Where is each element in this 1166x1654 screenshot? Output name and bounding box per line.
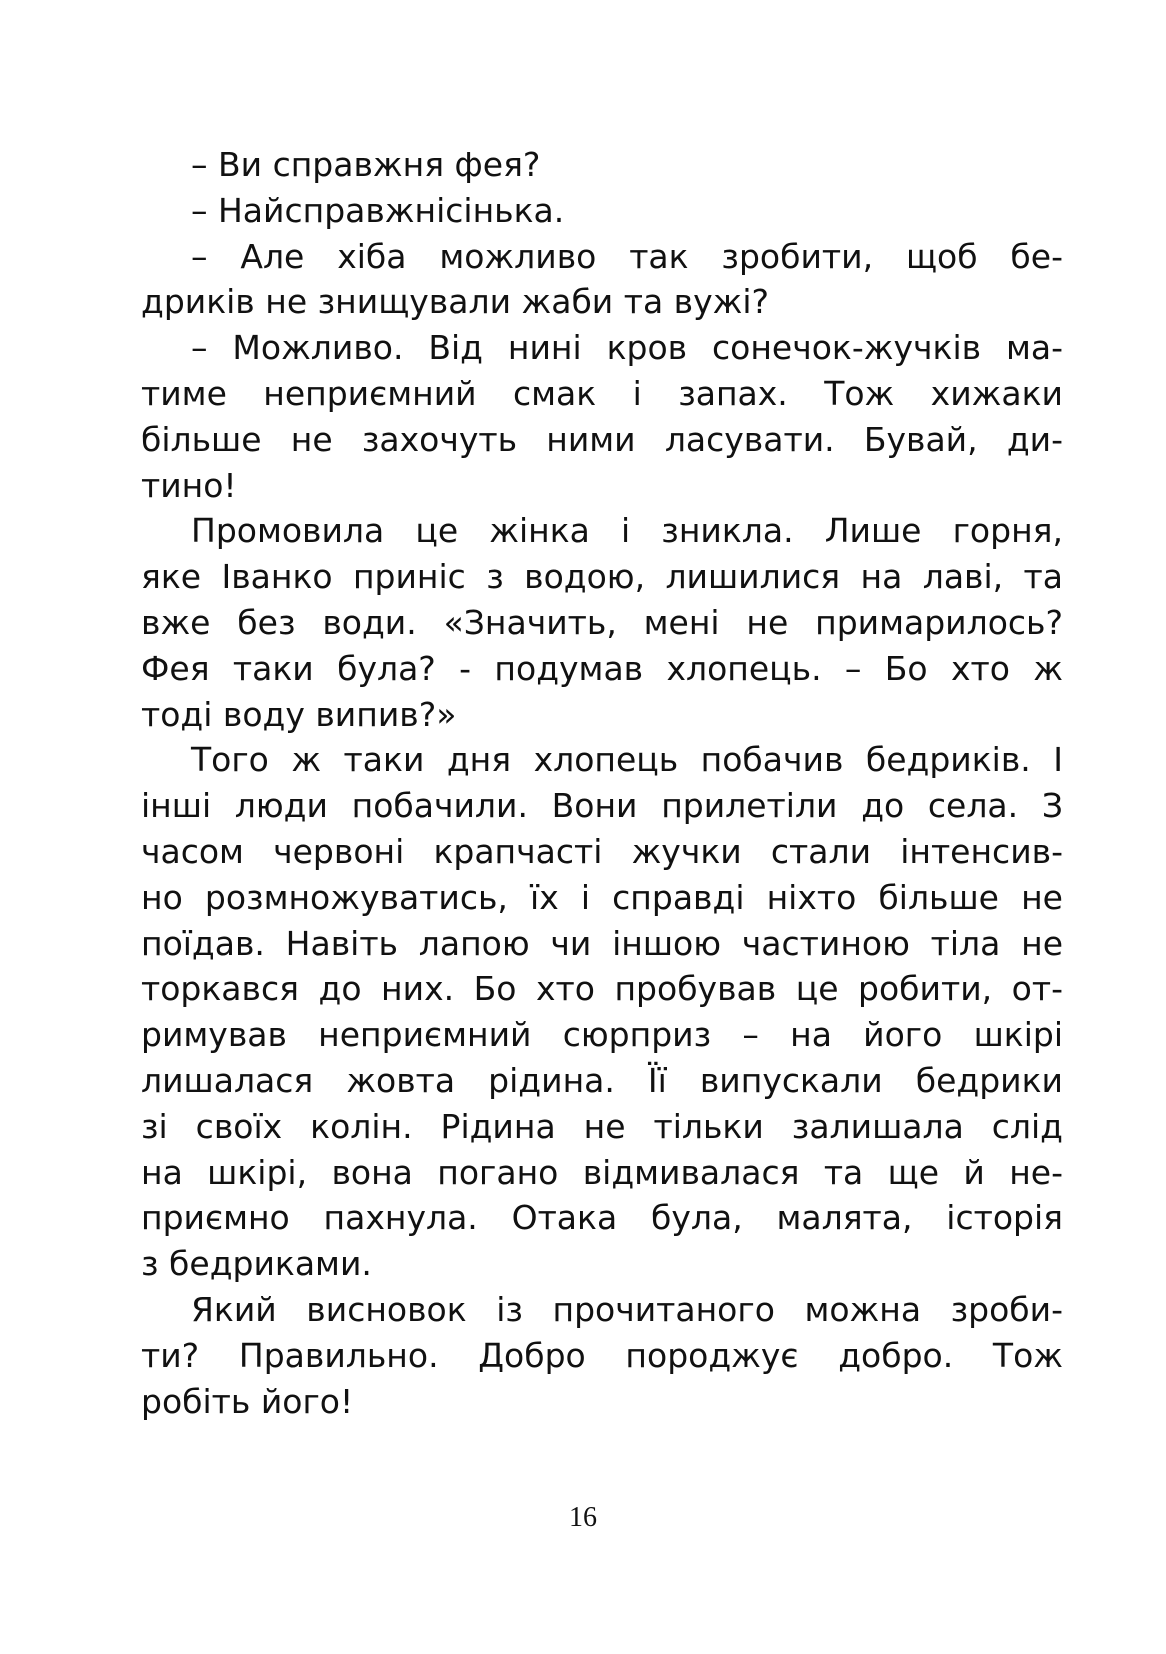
text-line: інші люди побачили. Вони прилетіли до села. З — [141, 786, 1063, 826]
text-line: – Але хіба можливо так зробити, щоб бе- — [191, 236, 1063, 276]
text-line: більше не захочуть ними ласувати. Бувай, ди- — [141, 419, 1063, 459]
text-line: торкався до них. Бо хто пробував це робити, от- — [141, 969, 1063, 1009]
text-line: приємно пахнула. Отака була, малята, історія — [141, 1198, 1063, 1238]
text-line: но розмножуватись, їх і справді ніхто більше не — [141, 877, 1063, 917]
text-line: дриків не знищували жаби та вужі? — [141, 282, 770, 322]
story-text — [141, 142, 1063, 1424]
page-number: 16 — [569, 1502, 597, 1533]
text-line: тоді воду випив?» — [141, 694, 457, 734]
text-line: часом червоні крапчасті жучки стали інтенсив- — [141, 831, 1063, 871]
text-line: тино! — [141, 465, 237, 505]
text-line: поїдав. Навіть лапою чи іншою частиною тіла не — [141, 923, 1063, 963]
text-line: яке Іванко приніс з водою, лишилися на лаві, та — [141, 557, 1063, 597]
text-line: – Ви справжня фея? — [191, 145, 541, 184]
text-line: тиме неприємний смак і запах. Тож хижаки — [141, 373, 1063, 413]
text-line: вже без води. «Значить, мені не примарилось? — [141, 602, 1063, 642]
text-line: Того ж таки дня хлопець побачив бедриків. І — [191, 740, 1063, 780]
text-line: римував неприємний сюрприз – на його шкірі — [141, 1015, 1063, 1055]
text-line: на шкірі, вона погано відмивалася та ще й не- — [141, 1152, 1063, 1192]
text-line: зі своїх колін. Рідина не тільки залишала слід — [141, 1106, 1063, 1146]
text-line: з бедриками. — [141, 1244, 372, 1284]
text-line: ти? Правильно. Добро породжує добро. Тож — [141, 1335, 1063, 1375]
text-line: Фея таки була? - подумав хлопець. – Бо хто ж — [141, 648, 1063, 688]
text-line: – Найсправжнісінька. — [191, 190, 565, 230]
text-line: лишалася жовта рідина. Її випускали бедрики — [141, 1060, 1063, 1100]
text-line: Який висновок із прочитаного можна зроби- — [191, 1289, 1063, 1329]
text-line: Промовила це жінка і зникла. Лише горня, — [191, 511, 1063, 551]
text-line: – Можливо. Від нині кров сонечок-жучків ма- — [191, 328, 1063, 368]
text-line: робіть його! — [141, 1381, 354, 1421]
